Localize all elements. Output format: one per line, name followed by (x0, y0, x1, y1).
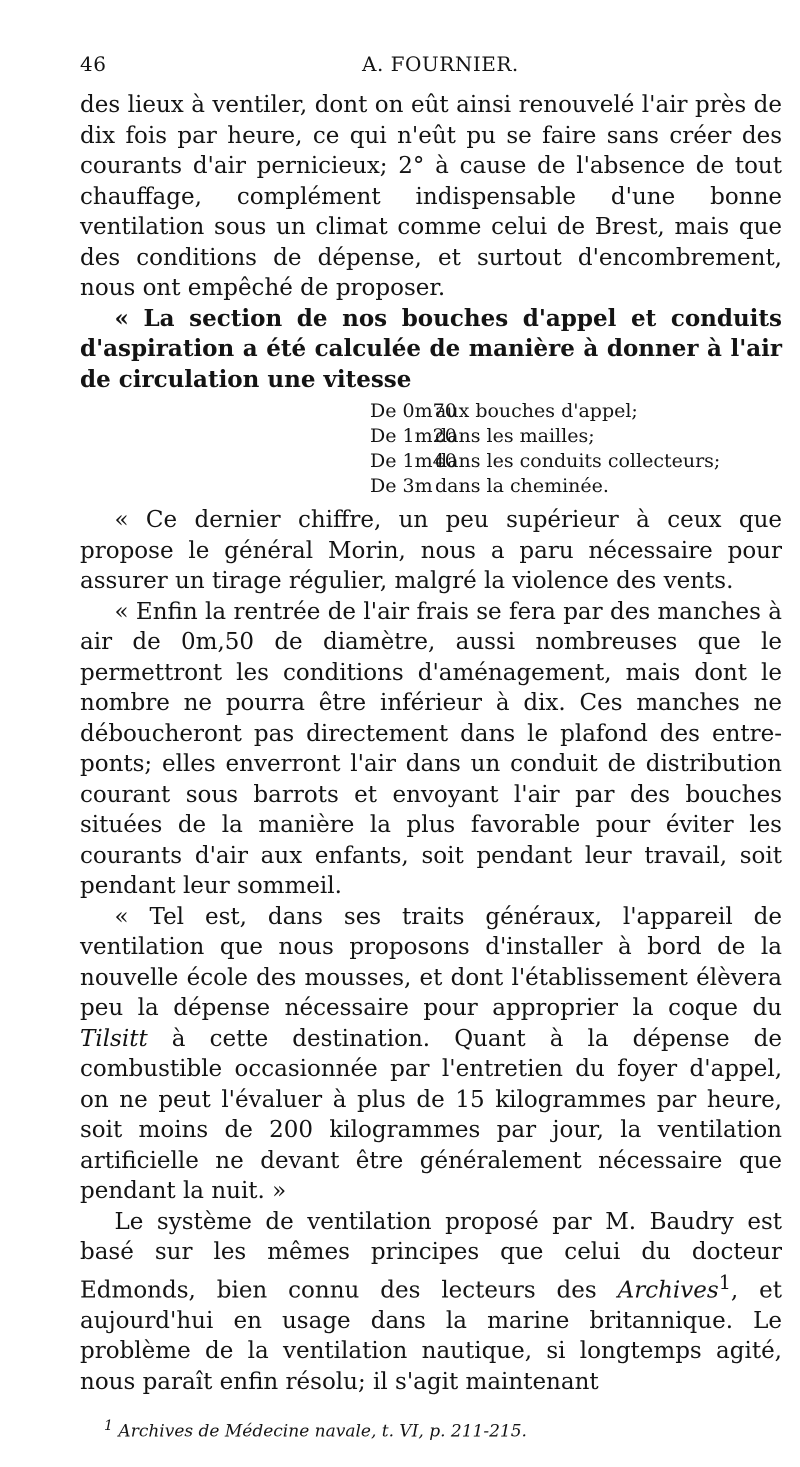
paragraph-2: « La section de nos bouches d'appel et conduits d'aspiration a été calculée de manière à donner à l'air de circulation une vitesse (80, 304, 782, 393)
velocity-value: De 1m40 (370, 450, 457, 472)
header-author: A. FOURNIER. (362, 52, 519, 76)
velocity-list (80, 399, 782, 499)
velocity-item (370, 474, 782, 499)
paragraph-6-start: Le système de ventilation proposé par M. Baudry est basé sur les mêmes principes que celui du docteur Edmonds, bien connu des lecteurs des (80, 1208, 782, 1304)
paragraph-5-start: « Tel est, dans ses traits généraux, l'appareil de ventilation que nous proposons d'installer à bord de la nouvelle école des mousses, et dont l'établissement élèvera peu la dépense nécessaire pour approprier la coque du (80, 903, 782, 1021)
paragraph-6-end: , et aujourd'hui en usage dans la marine britannique. Le problème de la ventilation nautique, si longtemps agité, nous paraît enfin résolu; il s'agit maintenant (80, 1277, 782, 1395)
footnote-text: Archives de Médecine navale, t. VI, p. 211-215. (118, 1421, 527, 1442)
paragraph-3: « Ce dernier chiffre, un peu supérieur à ceux que propose le général Morin, nous a paru nécessaire pour assurer un tirage régulier, malgré la violence des vents. (80, 507, 782, 594)
velocity-value: De 3m (370, 475, 433, 497)
page-number: 46 (80, 52, 107, 76)
velocity-item (370, 399, 782, 424)
body-text (80, 90, 782, 1397)
paragraph-6 (80, 1207, 782, 1398)
velocity-item (370, 424, 782, 449)
running-head (80, 52, 780, 80)
paragraph-1: des lieux à ventiler, dont on eût ainsi renouvelé l'air près de dix fois par heure, ce qui n'eût pu se faire sans créer des courants d'air pernicieux; 2° à cause de l'absence de tout chauffage, complément indispensable d'une bonne ventilation sous un climat comme celui de Brest, mais que des conditions de dépense, et surtout d'encombrement, nous ont empêché de proposer. (80, 92, 782, 301)
velocity-item (370, 449, 782, 474)
velocity-location: dans les mailles; (435, 425, 595, 447)
velocity-value: De 0m70 (370, 400, 457, 422)
paragraph-4: « Enfin la rentrée de l'air frais se fera par des manches à air de 0m,50 de diamètre, aussi nombreuses que le permettront les conditions d'aménagement, mais dont le nombre ne pourra être inférieur à dix. Ces manches ne déboucheront pas directement dans le plafond des entre-ponts; elles enverront l'air dans un conduit de distribution courant sous barrots et envoyant l'air par des bouches situées de la manière la plus favorable pour éviter les courants d'air aux enfants, soit pendant leur travail, soit pendant leur sommeil. (80, 598, 782, 899)
velocity-value: De 1m20 (370, 425, 457, 447)
paragraph-5 (80, 902, 782, 1207)
footnote-reference: 1 (718, 1270, 731, 1294)
journal-title: Archives (617, 1277, 719, 1304)
velocity-location: dans la cheminée. (435, 475, 609, 497)
paragraph-5-end: à cette destination. Quant à la dépense de combustible occasionnée par l'entretien du foyer d'appel, on ne peut l'évaluer à plus de 15 kilogrammes par heure, soit moins de 200 kilogrammes par jour, la ventilation artificielle ne devant être généralement nécessaire que pendant la nuit. » (80, 1025, 782, 1204)
ship-name: Tilsitt (80, 1025, 148, 1052)
footnote-mark: 1 (104, 1418, 114, 1434)
velocity-location: aux bouches d'appel; (435, 400, 638, 422)
velocity-location: dans les conduits collecteurs; (435, 450, 721, 472)
footnote (104, 1418, 780, 1442)
